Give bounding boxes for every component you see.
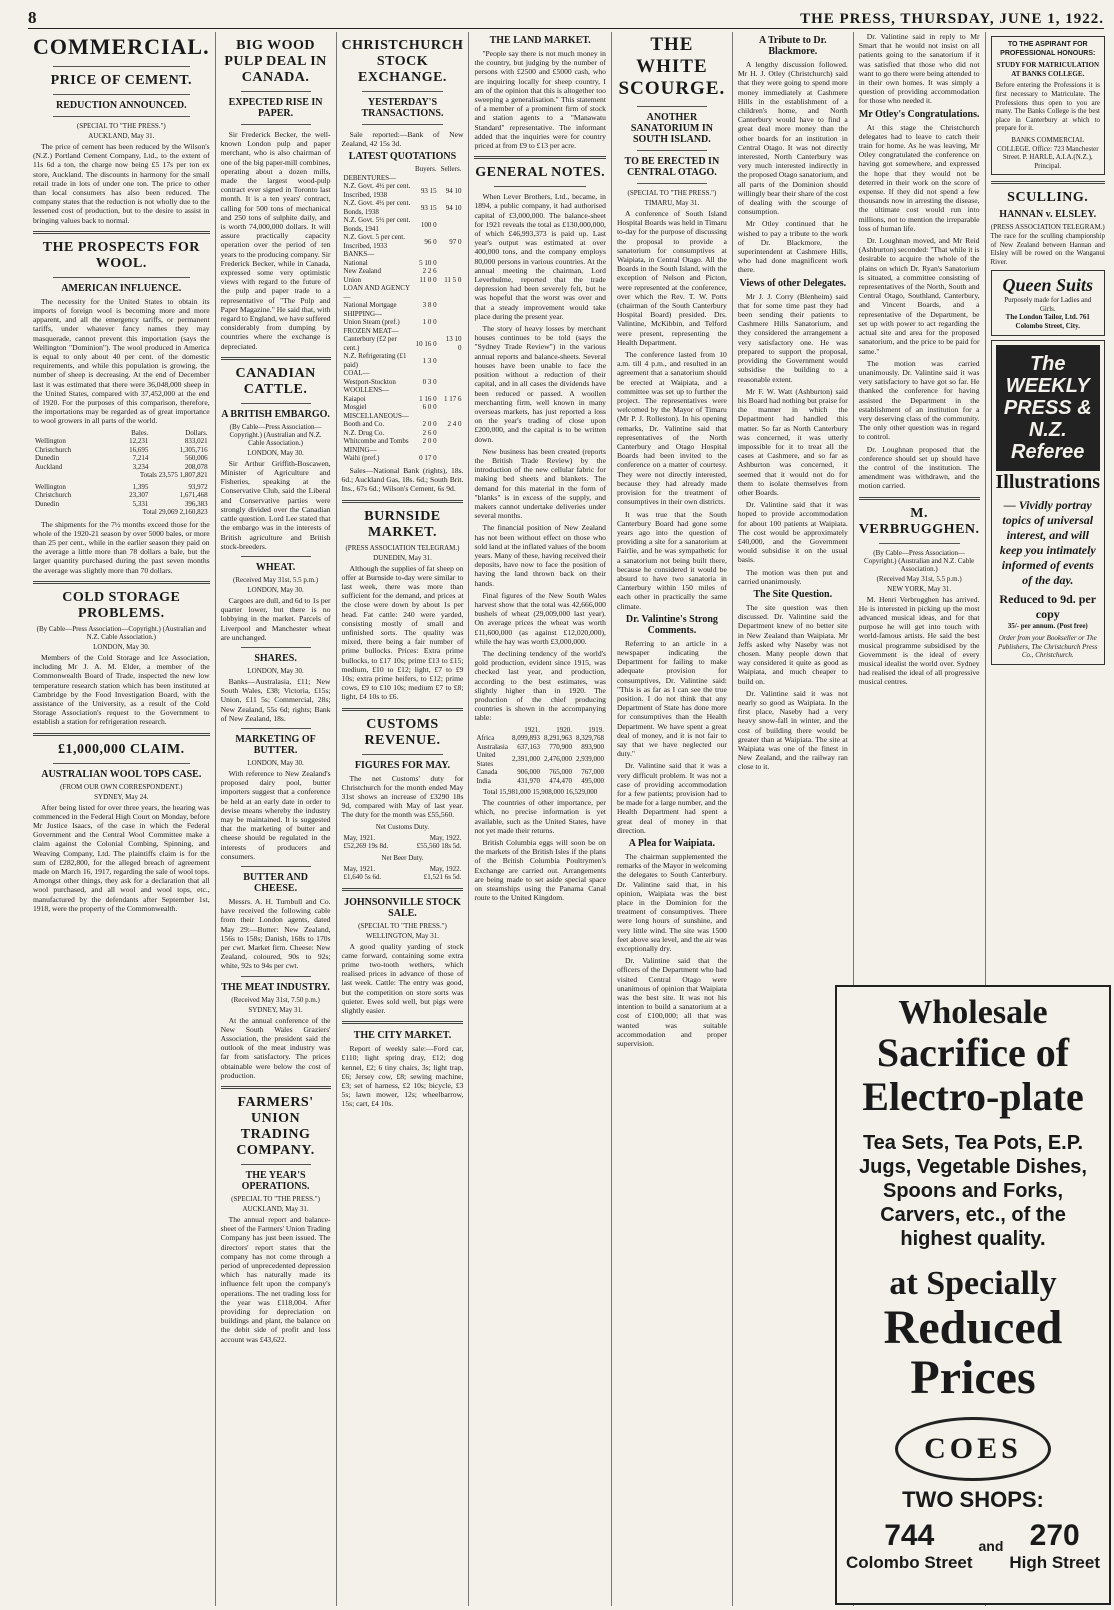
article-body: The necessity for the United States to obtain its imports of foreign wool is becoming more and more apparent, and all the emergency tariffs, or permanent tariffs, under whatever fancy names they may masquerade, cannot prevent this importation (says the Wellington "Dominion"). The wool produced in America is equal to only about 40 per cent. of the domestic requirements, and while this population is growing, the number of sheep is decreasing. At the end of December last it was estimated that there were 36,048,000 sheep in the United States, compared with 37,452,000 at the end of 1920. For the purposes of this comparison, therefore, the importations may be regarded as of great importance to wool growers in all parts of the world. — [33, 296, 210, 426]
dateline: AUCKLAND, May 31. — [242, 1205, 309, 1214]
table-total: Total 15,981,000 15,908,000 16,529,000 — [483, 788, 598, 797]
section-subhead: The Site Question. — [753, 588, 833, 600]
dateline: LONDON, May 30. — [247, 448, 304, 457]
article-body: Dr. Valintine said it was not nearly so good as Waipiata. In the first place, Naseby had a very heavy snow-fall in winter, and the cost of building there would be greater than at Waipiata. The site at Waipiata was one of the finest in New Zealand, and the railway ran close to it. — [737, 688, 848, 772]
dateline: NEW YORK, May 31. — [887, 584, 952, 593]
dateline: LONDON, May 30. — [247, 666, 304, 675]
coes-logo: COES — [895, 1417, 1051, 1481]
special-credit: (PRESS ASSOCIATION TELEGRAM.) — [345, 543, 460, 552]
table-row: Christchurch 16,695 1,305,716 — [35, 445, 208, 454]
article-body: "People say there is not much money in the country, but judging by the number of persons with £2500 and £5000 cash, who are inquiring locally for sheep country, I am of the opinion that this is altogether too sweeping a generalisation." This statement of a member of a prominent firm of stock and station agents to a "Manawatu Standard" representative. The informant added that the inquiries were for country priced at from £9 to £13 per acre. — [474, 49, 606, 151]
article-body: Dr. Valintine said that the officers of the Department who had visited Central Otago were unanimous of opinion that Waipiata was the best site. It was not his intention to build a sanatorium at a cost of £100,000; all that was wanted was suitable accommodation and proper supervision. — [616, 956, 727, 1049]
special-credit: (SPECIAL TO "THE PRESS.") — [627, 189, 717, 197]
table-row: N.Z. Drug Co. 2 6 0 — [343, 428, 437, 437]
article-headline: SCULLING. — [1007, 190, 1089, 206]
article-body: British Columbia eggs will soon be on the markets of the British Isles if the plans of the British Columbia Poultrymen's Exchange are carried out. Arrangements are being made to set aside special space on steamships using the Panama Canal route to the United Kingdom. — [474, 837, 606, 903]
special-credit: (SPECIAL TO "THE PRESS.") — [76, 122, 166, 130]
article-body: Dr. Valintine said that it was hoped to provide accommodation for about 100 patients at Waipiata. The cost would be approximately £40,000, and the Government would subsidise it on the usual basis. — [737, 500, 848, 565]
table-row: National 5 10 0 — [343, 258, 437, 267]
article-headline: PRICE OF CEMENT. — [50, 73, 192, 88]
special-credit: (By Cable—Press Association—Copyright.) (Australian and N.Z. Cable Association.) — [229, 422, 322, 447]
table-row: N.Z. Govt. 5½ per cent. Bonds, 1941 100 0 — [343, 216, 437, 233]
article-headline: THE PROSPECTS FOR WOOL. — [42, 239, 200, 271]
table-row: Wellington 12,231 833,021 — [35, 437, 208, 446]
article-body: The chairman supplemented the remarks of the Mayor in welcoming the delegates to South Canterbury. Dr. Valintine said that, in his opinion, Waipiata was the best place in the Dominion for the treatment of consumptives. There were long hours of sunshine, and very little wind. The site was 1500 feet above sea level, and the air was exceptionally dry. — [616, 852, 727, 954]
table-row: FROZEN MEAT— — [343, 326, 399, 335]
table-row: Whitcombe and Tombs 2 0 0 — [343, 437, 437, 446]
article-body: The story of heavy losses by merchant houses continues to be told (says the "Sydney Trade Review") in the various annual reports and balance-sheets. Several houses have been unable to face the position without a reduction of their capital, and in all cases the dividends have been reduced or passed. A woollen merchanting firm, well known in many overseas markets, has just reported a loss on the year's trading of close upon £200,000, and the capital is to be written down. — [474, 324, 606, 444]
special-credit: (FROM OUR OWN CORRESPONDENT.) — [60, 782, 183, 791]
wool-shipments-table: Bales. Dollars. Wellington 12,231 833,021 Christchurch 16,695 1,305,716 Dunedin 7,214 560,006 Auckland 3,234 208,078 Totals 23,575 1,807,821 — [35, 428, 208, 480]
article-subhead: THE LAND MARKET. — [489, 35, 591, 46]
article-subhead: FIGURES FOR MAY. — [354, 759, 451, 771]
table-row: N.Z. Govt. 5 per cent. Inscribed, 1933 96 0 97 0 — [343, 233, 462, 250]
wool-shipments-table-2 — [33, 483, 210, 517]
article-body: Sales—National Bank (rights), 18s. 6d.; Auckland Gas, 18s. 6d.; South Brit. Ins., 67s 6d.; Wilson's Cement, 6s 9d. — [341, 465, 464, 494]
article-subhead: YESTERDAY'S TRANSACTIONS. — [361, 97, 444, 119]
article-body: A lengthy discussion followed. Mr H. J. Otley (Christchurch) said that they were going to spend more money immediately at Cashmere Hills in the establishment of a children's home, and North Canterbury would have to find a great deal more money than the other boards for an institution in Central Otago. It was not directly interested, North Canterbury was very much interested indirectly in the proposed Otago sanatorium, and all parts of the Dominion should willingly bear their share of the cost of dealing with the scourge of consumption. — [737, 60, 848, 217]
article-body: After being listed for over three years, the hearing was commenced in the Federal High Court on Monday, before Mr Justice Isaacs, of the case in which the Federal Government and the Central Wool Committee make a claim against the Colonial Combing, Spinning, and Weaving Company, Ltd. The plaintiffs claim is for the sum of £282,800, for the alleged breach of agreement made on March 16, 1917, regarding the sale of wool tops. Amongst other things, they ask for a declaration that all wool purchased, and all wool and wool tops, etc., manufactured by the defendants after September 1st, 1918, were the property of the Commonwealth. — [33, 802, 210, 913]
table-row: SHIPPING— — [343, 309, 383, 318]
shop-1: 744 Colombo Street — [845, 1519, 973, 1572]
table-row: N.Z. Refrigerating (£1 paid) 1 3 0 — [343, 352, 437, 369]
stock-quotations-table: Buyers. Sellers. DEBENTURES— N.Z. Govt. 4½ per cent. Inscribed, 1938 93 15 94 10 N.Z. Govt. 4½ per cent. Bonds, 1938 93 15 94 10 N.Z. Govt. 5½ per cent. Bonds, 1941 100 0 N.Z. Govt. 5 per cent. Inscribed, 1933 96 0 97 0 BANKS— National 5 10 0 New Zealand 2 2 6 Union 11 0 0 11 5 0 LOAN AND AGENCY— National Mortgage 3 8 0 SHIPPING— Union Steam (pref.) 1 0 0 FROZEN MEAT— Canterbury (£2 per cent.) 10 16 0 13 10 0 N.Z. Refrigerating (£1 paid) 1 3 0 COAL— Westport-Stockton 0 3 0 WOOLLENS— Kaiapoi 1 16 0 1 17 6 Mosgiel 6 0 0 MISCELLANEOUS— Booth and Co. 2 0 0 2 4 0 N.Z. Drug Co. 2 6 0 Whitcombe and Tombs 2 0 0 MINING— Waihi (pref.) 0 17 0 — [343, 165, 462, 463]
article-headline: M. VERBRUGGHEN. — [858, 505, 980, 537]
masthead-title: THE PRESS, THURSDAY, JUNE 1, 1922. — [800, 11, 1104, 27]
dateline: TIMARU, May 31. — [644, 199, 700, 207]
article-subhead: HANNAN v. ELSLEY. — [999, 209, 1097, 221]
table-row: Kaiapoi 1 16 0 1 17 6 — [343, 394, 462, 403]
dateline: SYDNEY, May 24. — [94, 792, 149, 801]
banks-college-ad: TO THE ASPIRANT FOR PROFESSIONAL HONOURS: STUDY FOR MATRICULATION AT BANKS COLLEGE. Before entering the Professions it is first necessary to Matriculate. The Professions thus open to you are many. The Banks College is the best place in Canterbury at which to prepare for it. BANKS COMMERCIAL COLLEGE. Office: 723 Manchester Street. P. HARLE, A.I.A.(N.Z.), Principal. — [991, 36, 1105, 175]
special-credit: (SPECIAL TO "THE PRESS.") — [231, 1195, 320, 1204]
weekly-press-ad: The WEEKLY PRESS & N.Z. Referee Illustrations — Vividly portray topics of universal interest, and will keep you intimately informed of events of the day. Reduced to 9d. per copy 35/- per annum. (Post free) Order from your Bookseller or The Publishers, The Christchurch Press Co., Christchurch. — [991, 340, 1105, 665]
article-headline: CANADIAN CATTLE. — [235, 365, 316, 397]
column-1 — [28, 32, 216, 1606]
table-row: DEBENTURES— — [343, 173, 397, 182]
article-subhead: BUTTER AND CHEESE. — [243, 871, 308, 894]
article-body: The declining tendency of the world's gold production, evident since 1915, was checked last year, and production, according to the best estimates, was slightly higher than in 1920. The production of the chief producing countries is shown in the accompanying table: — [474, 648, 606, 723]
column-3 — [337, 32, 470, 1606]
electroplate-sale-ad: Wholesale Sacrifice of Electro-plate Tea Sets, Tea Pots, E.P. Jugs, Vegetable Dishes, Spoons and Forks, Carvers, etc., of the highest quality. at Specially Reduced Prices COES TWO SHOPS: 744 Colombo Street and 270 High Street — [835, 985, 1111, 1605]
article-subhead: TO BE ERECTED IN CENTRAL OTAGO. — [624, 156, 720, 178]
section-subhead: A Plea for Waipiata. — [628, 838, 716, 849]
article-body: The motion was carried unanimously. Dr. Valintine said it was very satisfactory to have got so far. He thanked the conference for having assisted the Department in the establishment of an institution for a very deserving class of the community. The only other question was in regard to control. — [858, 358, 980, 442]
table-row: Australasia 637,163 770,900 893,900 — [476, 742, 604, 751]
article-body: Messrs. A. H. Turnbull and Co. have received the following cable from their London agents, dated May 29:—Butter: New Zealand, 156s to 158s; Danish, 168s to 170s per cwt. Market firm. Cheese: New Zealand, coloured, 90s to 92s; white, 92s to 94s per cwt. — [220, 896, 331, 971]
column-5 — [612, 32, 733, 1606]
article-subhead: MARKETING OF BUTTER. — [235, 733, 316, 756]
article-subhead: THE YEAR'S OPERATIONS. — [241, 1170, 310, 1193]
gold-production-table: 1921. 1920. 1919. Africa 8,099,893 8,291,963 8,329,768 Australasia 637,163 770,900 893,900 United States 2,391,000 2,476,000 2,939,000 Canada 906,000 765,000 767,000 India 431,970 474,470 495,000 — [476, 725, 604, 785]
section-subhead: A Tribute to Dr. Blackmore. — [759, 35, 827, 57]
article-body: The motion was then put and carried unanimously. — [737, 567, 848, 586]
section-heading: COMMERCIAL. — [33, 34, 210, 59]
article-body: New business has been created (reports the British Trade Review) by the introduction of the new cellular fabric for making bed sheets and blankets. The demand for this material in the form of "blanks" is in excess of the supply, and makers cannot undertake deliveries under several months. — [474, 446, 606, 521]
article-body: Mr F. W. Watt (Ashburton) said his Board had nothing but praise for the manner in which the Department had handled this matter. So far as North Canterbury was concerned, it was utterly impossible for it to treat all the cases at Cashmere, and so far as Ashburton was concerned, it seemed that it would not do for them to isolate themselves from other Boards. — [737, 386, 848, 497]
table-row: Union 11 0 0 11 5 0 — [343, 275, 462, 284]
column-2 — [216, 32, 337, 1606]
dateline: AUCKLAND, May 31. — [88, 132, 155, 140]
article-headline: BIG WOOD PULP DEAL IN CANADA. — [224, 38, 327, 85]
article-subhead: JOHNSONVILLE STOCK SALE. — [344, 896, 461, 919]
article-body: Sir Frederick Becker, the well-known London pulp and paper merchant, who is also chairman of one of the big paper-mill combines, operating about a dozen mills, made the largest wood-pulp contract ever signed in Toronto last month. It is a ten years' contract, calling for 500 tons of mechanical and 250 tons of sulphite daily, and is worth 74,000,000 dollars. It will assure practically capacity operation over the period of ten years to the producing company. Sir Frederick Becker, while in Canada, expressed some very optimistic views with regard to the future of the pulp and paper trade to a representative of "The Pulp and Paper Magazine." He said that, with regard to England, we have suffered considerably from dumping by countries where the exchange is depreciated. — [220, 130, 331, 351]
special-credit: (PRESS ASSOCIATION TELEGRAM.) — [990, 223, 1105, 232]
masthead — [28, 6, 1104, 29]
article-headline: BURNSIDE MARKET. — [364, 508, 441, 540]
table-row: N.Z. Govt. 4½ per cent. Bonds, 1938 93 15 94 10 — [343, 199, 462, 216]
received-note: (Received May 31st, 5.5 p.m.) — [876, 574, 962, 583]
table-row: Westport-Stockton 0 3 0 — [343, 377, 437, 386]
article-body: Sir Arthur Griffith-Boscawen, Minister of Agriculture and Fisheries, speaking at the Conservative Club, said the Liberal and Conservative parties were strongly divided over the Canadian cattle question. Lord Lee stated that the embargo was in the interests of British agriculture and British stock-breeders. — [220, 458, 331, 551]
article-body: The site question was then discussed. Dr. Valintine said the Department knew of no better site in New Zealand than Waipiata. Mr Jeffs asked why Naseby was not chosen. Many people down that way considered it quite as good as Waipiata, and much cheaper to build on. — [737, 602, 848, 686]
table-row: Auckland 3,234 208,078 — [35, 462, 208, 471]
article-body: Sale reported:—Bank of New Zealand, 42 15s 3d. — [341, 130, 464, 149]
article-subhead: ANOTHER SANATORIUM IN SOUTH ISLAND. — [630, 112, 713, 145]
article-body: When Lever Brothers, Ltd., became, in 1894, a public company, it had authorised capital of £3,000,000. The balance-sheet for 1921 reveals the total as £130,000,000, of which £46,993,373 is paid up. Last year's output was estimated at over 400,000 tons, and the company employs 80,000 persons in various countries. At the annual meeting the chairman, Lord Leverhulme, reported that the trade depression had been severely felt, but he was hopeful that the worst was over and that a steady improvement would take place during the present year. — [474, 192, 606, 321]
article-body: It was true that the South Canterbury Board had gone some years ago into the question of providing a site for a sanatorium at Fairlie, and he was sympathetic for a sanatorium not being built there, because he considered it would be absurd to have two sanatoria in Canterbury within 150 miles of each other in practically the same climate. — [616, 509, 727, 611]
article-body: The race for the sculling championship of New Zealand between Hannan and Elsley will be rowed on the Wanganui River. — [990, 231, 1105, 266]
article-body: Banks—Australasia, £11; New South Wales, £38; Victoria, £15s; Union, £11 5s; Commercial, 28s; New Zealand, 55s 6d; rights; Bank of New Zealand, 18s. — [220, 676, 331, 723]
special-credit: (By Cable—Press Association—Copyright.) (Australian and N.Z. Cable Association.) — [864, 548, 975, 573]
table-row: MISCELLANEOUS— — [343, 411, 409, 420]
table-row: Dunedin 7,214 560,006 — [35, 454, 208, 463]
beer-duty-heading: Net Beer Duty. — [381, 853, 424, 862]
article-body: The price of cement has been reduced by the Wilson's (N.Z.) Portland Cement Company, Ltd., to the extent of 11s 6d a ton, the charge now being £5 17s per ton ex store, Auckland. The discounts in harmony for the small retail trade in lots of under one ton. The price to other than local consumers has also been reduced. The company states that the reduction is not wholly due to the lessened cost of production, but to the desire to assist in bringing values back to normal. — [33, 142, 210, 225]
shop-addresses: 744 Colombo Street and 270 High Street — [845, 1519, 1101, 1572]
table-row: Waihi (pref.) 0 17 0 — [343, 454, 437, 463]
section-subhead: Dr. Valintine's Strong Comments. — [625, 613, 718, 636]
table-row: N.Z. Govt. 4½ per cent. Inscribed, 1938 93 15 94 10 — [343, 182, 462, 199]
table-row: LOAN AND AGENCY— — [343, 284, 411, 301]
table-row: Christchurch 23,307 1,671,468 — [35, 491, 208, 500]
column-4 — [469, 32, 612, 1606]
table-row: Mosgiel 6 0 0 — [343, 403, 437, 412]
table-row: Canada 906,000 765,000 767,000 — [476, 768, 604, 777]
article-body: Final figures of the New South Wales harvest show that the total was 42,666,000 bushels of wheat (29,009,000 last year). On average prices the wheat was worth £11,600,000 (as against £12,020,000), while the hay was worth £3,000,000. — [474, 590, 606, 646]
table-row: £1,640 5s 6d. £1,521 6s 5d. — [343, 873, 462, 882]
table-row: India 431,970 474,470 495,000 — [476, 776, 604, 785]
section-subhead: Views of other Delegates. — [739, 277, 847, 289]
dateline: SYDNEY, May 31. — [248, 1005, 303, 1014]
table-total: Totals 23,575 1,807,821 — [139, 471, 208, 480]
article-subhead: THE MEAT INDUSTRY. — [221, 981, 330, 993]
table-row: Wellington 1,395 93,972 — [35, 482, 208, 491]
article-body: At the annual conference of the New South Wales Graziers' Association, the president said the outlook of the meat industry was far from satisfactory. The prices obtainable were below the cost of production. — [220, 1015, 331, 1080]
article-body: M. Henri Verbrugghen has arrived. He is interested in picking up the most advanced musical ideas, and for that purpose he will get into touch with world-famous artists. He said the best musical programme subsidised by the Government is the ideal of every musical idealist the world over. Sydney had realised the ideal of all progressive musical centres. — [858, 594, 980, 687]
article-body: Cargoes are dull, and 6d to 1s per quarter lower, but there is no lobbying in the market. Parcels of Liverpool and Manchester wheat are unchanged. — [220, 595, 331, 642]
table-total: Total 29,069 2,160,823 — [142, 508, 208, 517]
article-body: The annual report and balance-sheet of the Farmers' Union Trading Company has just been issued. The directors' report states that the company has not come through a period of unprecedented depression which has naturally made its influence felt upon the company's operations. The net trading loss for the year was £118,004. After providing for depreciation on buildings and plant, the balance on the debit side of profit and loss account was £43,622. — [220, 1215, 331, 1344]
beer-duty-table: May, 1921. May, 1922. £1,640 5s 6d. £1,521 6s 5d. — [343, 864, 462, 882]
table-row: National Mortgage 3 8 0 — [343, 301, 437, 310]
table-row: BANKS— — [343, 250, 375, 259]
article-body: The net Customs' duty for Christchurch for the month ended May 31st shows an increase of £3290 18s 9d, compared with May of last year. The duty for the month was £55,560. — [341, 773, 464, 820]
article-subhead: AUSTRALIAN WOOL TOPS CASE. — [41, 768, 202, 780]
article-subhead: AMERICAN INFLUENCE. — [61, 282, 182, 294]
table-row: Africa 8,099,893 8,291,963 8,329,768 — [476, 734, 604, 743]
article-body: Dr. Loughnan proposed that the conference should set up should have the control of the institution. The amendment was withdrawn, and the motion carried. — [858, 444, 980, 491]
article-subhead: SHARES. — [254, 652, 297, 664]
table-row: COAL— — [343, 369, 370, 378]
table-row: United States 2,391,000 2,476,000 2,939,000 — [476, 751, 604, 768]
article-body: Report of weekly sale:—Ford car, £110; light spring dray, £12; dog kennel, £2; 6 tiny chairs, 3s; light trap, £6; Jersey cow, £8; sewing machine, £3; set of harness, £2 10s; bicycle, £3 5s; lawn mower, 12s; wheelbarrow, 15s; cart, £4 10s. — [341, 1044, 464, 1109]
article-headline: COLD STORAGE PROBLEMS. — [62, 589, 181, 621]
article-body: Mr Otley continued that he wished to pay a tribute to the work of Dr. Blackmore, the superintendent at Cashmere Hills, who had done magnificent work there. — [737, 219, 848, 275]
received-note: (Received May 31st, 7.50 p.m.) — [231, 995, 320, 1004]
dateline: DUNEDIN, May 31. — [373, 553, 432, 562]
article-subhead: REDUCTION ANNOUNCED. — [56, 100, 187, 111]
article-body: Members of the Cold Storage and Ice Association, including Mr J. A. M. Elder, a member of the Commonwealth Board of Trade, inspected the new low temperature research station which has been instituted at Cambridge by the Food Investigation Board, with the assistance of the University, as a result of the Cold Storage Association's request to the Government to establish a station for refrigeration research. — [33, 652, 210, 727]
table-row: WOOLLENS— — [343, 386, 390, 395]
table-row: £52,269 19s 8d. £55,560 18s 5d. — [343, 842, 462, 851]
table-row: Dunedin 5,331 396,383 — [35, 499, 208, 508]
section-subhead: Mr Otley's Congratulations. — [858, 108, 980, 120]
quotations-heading: LATEST QUOTATIONS — [348, 151, 457, 163]
queen-suits-ad: Queen Suits Purposely made for Ladies and Girls. The London Tailor, Ltd. 761 Colombo Street, City. — [991, 270, 1105, 335]
table-row: MINING— — [343, 445, 377, 454]
dateline: LONDON, May 30. — [247, 758, 304, 767]
special-credit: (By Cable—Press Association—Copyright.) (Australian and N.Z. Cable Association.) — [36, 624, 206, 641]
special-credit: (SPECIAL TO "THE PRESS.") — [358, 921, 447, 930]
article-body: With reference to New Zealand's proposed dairy pool, butter importers suggest that a conference be held at an early date in order to devise means whereby the industry may be maintained. It is suggested that the marketing of butter and cheese should be regulated in the interests of producers and consumers. — [220, 768, 331, 861]
article-headline: CHRISTCHURCH STOCK EXCHANGE. — [341, 38, 464, 85]
article-body: Dr. Valintine said that it was a very difficult problem. It was not a case of providing accommodation for a few patients; provision had to be made for a large number, and the Health Department had spent a great deal of money in that direction. — [616, 761, 727, 835]
received-note: (Received May 31st, 5.5 p.m.) — [232, 575, 319, 584]
article-headline: CUSTOMS REVENUE. — [364, 716, 441, 748]
article-body: A good quality yarding of stock came forward, containing some extra prime two-tooth wethers, which realised prices in advance of those of last week. Cattle: The entry was good, but the competition on store sorts was quieter. Ewes sold well, but pigs were slightly easier. — [341, 941, 464, 1015]
article-headline: £1,000,000 CLAIM. — [57, 741, 185, 757]
dateline: LONDON, May 30. — [247, 585, 304, 594]
weekly-press-logo: The WEEKLY PRESS & N.Z. Referee — [996, 345, 1100, 471]
table-row: Union Steam (pref.) 1 0 0 — [343, 318, 437, 327]
article-body: Although the supplies of fat sheep on offer at Burnside to-day were similar to last week, there was more than sufficient for the demand, and prices at the close were down by about 1s per head. Fat cattle: 240 were yarded, consisting mostly of small and unfinished sorts. The quality was mixed, there being a fair number of prime bullocks. Prices: Extra prime bullocks, to £17 10s; prime £13 to £15; medium, £10 to £12; light, £7 to £9 10s; extra prime heifers, to £12; prime cows, £9 to £10 10s; medium £7 to £8; light, £4 10s to £6. — [341, 563, 464, 702]
article-body: The financial position of New Zealand has not been without effect on those who sold land at the inflated values of the boom years. Many of these, having received their deposits, have now to face the position of having the land thrown back on their hands. — [474, 523, 606, 588]
article-subhead: EXPECTED RISE IN PAPER. — [228, 97, 323, 119]
article-subhead: THE CITY MARKET. — [353, 1030, 452, 1042]
article-body: Dr. Valintine said in reply to Mr Smart that he would not insist on all patients going to the sanatorium if it was satisfied that those who did not want to go there were being attended to in their own homes. It was simply a question of providing accommodation for those who needed it. — [858, 32, 980, 106]
article-headline: THE WHITE SCOURGE. — [618, 34, 726, 99]
article-headline: FARMERS' UNION TRADING COMPANY. — [236, 1095, 315, 1159]
customs-duty-table: May, 1921. May, 1922. £52,269 19s 8d. £55,560 18s 5d. — [343, 833, 462, 851]
article-subhead: WHEAT. — [255, 561, 296, 573]
dateline: WELLINGTON, May 31. — [366, 931, 439, 940]
article-body: The countries of other importance, per which, no precise information is yet available, such as the United States, have not yet made their returns. — [474, 798, 606, 835]
page-number: 8 — [28, 8, 37, 27]
article-body: A conference of South Island Hospital Boards was held in Timaru to-day for the purpose of discussing the proposal to provide a sanatorium for consumptives at Waipiata, in Central Otago. All the Boards in the South Island, with the exception of Nelson and Picton, were represented at the conference, over which the Rev. T. W. Potts (chairman of the South Canterbury Hospital Board) presided. Drs. Valintine, McKibbin, and Telford were present, representing the Health Department. — [616, 209, 727, 347]
article-body: At this stage the Christchurch delegates had to leave to catch their train for home. As he was leaving, Mr Otley congratulated the conference on having got somewhere, and expressed the hope that they would not be deterred in their work on the score of expense. If they did not spend a few thousands now in arresting the disease, the ultimate cost would run into millions, not to mention the irreparable loss of human life. — [858, 122, 980, 233]
dateline: LONDON, May 30. — [93, 642, 150, 651]
article-body: Referring to an article in a newspaper indicating the Department for failing to make adequate provision for consumptives, Dr. Valintine said: "This is as far as I can see the true position. I do not think that any Department of State has done more for consumptives than the Health Department. We have spent a great deal of money, and it is not fair to say that we have neglected our duty." — [616, 638, 727, 759]
table-row: New Zealand 2 2 6 — [343, 267, 437, 276]
article-body: The conference lasted from 10 a.m. till 4 p.m., and resulted in an agreement that a sanatorium should be erected at Waipiata, and a committee was set up to further the project. The representatives were welcomed by the Mayor of Timaru (Mr P. J. Rolleston). In his opening remarks, Dr. Valintine said that representatives of the North Canterbury and Otago Hospital Boards had been invited to the conference on a matter of courtesy. They were not directly interested, because they had already made provision for the treatment of consumptives in their own districts. — [616, 350, 727, 507]
article-body: Dr. Loughnan moved, and Mr Reid (Ashburton) seconded: "That while it is desirable to acquire the whole of the plains on which Dr. Ryan's Sanatorium is situated, a committee consisting of representatives of the North, South and Central Otago, Southland, Canterbury, and Vincent Boards, and a representative of the Department, be set up with power to act regarding the actual site and area for the proposed sanatorium, and the price to be paid for same." — [858, 236, 980, 356]
table-row: Canterbury (£2 per cent.) 10 16 0 13 10 0 — [343, 335, 462, 352]
shop-2: 270 High Street — [1009, 1519, 1101, 1572]
article-subhead: A BRITISH EMBARGO. — [221, 408, 330, 420]
article-headline: GENERAL NOTES. — [475, 165, 606, 181]
article-body: The shipments for the 7½ months exceed those for the whole of the 1920-21 season by over 5000 bales, or more than 25 per cent., while in the earlier season they paid on the average a little more than 78 dollars a bale, but the larger quantity purchased during the past seven months the average was slightly more than 70 dollars. — [33, 519, 210, 575]
table-row: Booth and Co. 2 0 0 2 4 0 — [343, 420, 462, 429]
article-body: Mr J. J. Corry (Blenheim) said that for some time past they had been sending their patients to Cashmere Hills Sanatorium, and they considered the arrangement a very satisfactory one. He was prepared to support the proposal, providing the Government would subsidise the building to a reasonable extent. — [737, 291, 848, 384]
customs-duty-heading: Net Customs Duty. — [375, 822, 430, 831]
